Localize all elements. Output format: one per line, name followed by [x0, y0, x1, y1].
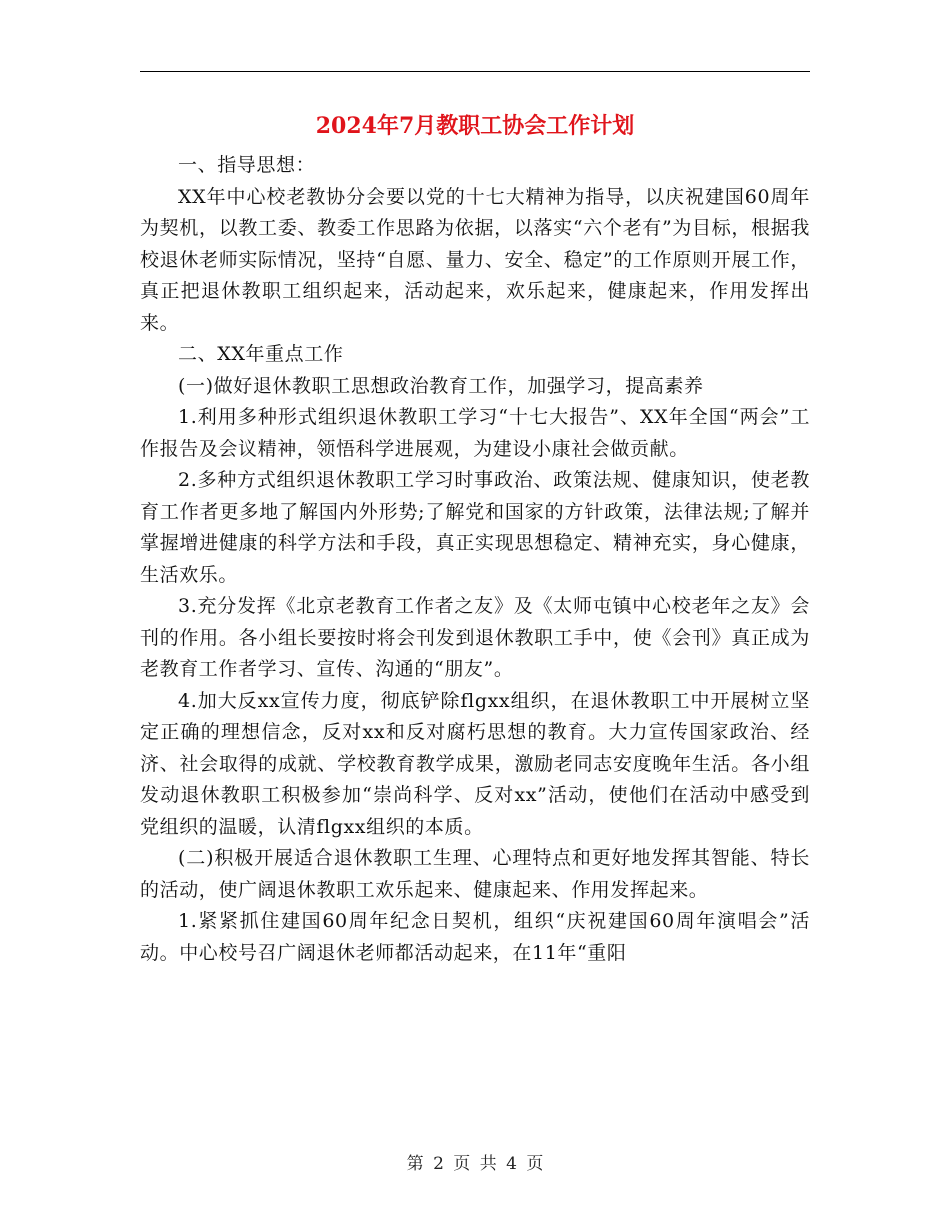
- heading-key-work: 二、XX年重点工作: [178, 343, 344, 365]
- paragraph-item-4: 4.加大反xx宣传力度，彻底铲除flgxx组织，在退休教职工中开展树立坚定正确的理想信念，反对xx和反对腐朽思想的教育。大力宣传国家政治、经济、社会取得的成就、学校教育教学成果，激励老同志安度晚年生活。各小组发动退休教职工积极参加“崇尚科学、反对xx”活动，使他们在活动中感受到党组织的温暖，认清flgxx组织的本质。: [140, 689, 810, 838]
- heading-guiding-thought: 一、指导思想：: [178, 154, 316, 176]
- document-title: 2024年7月教职工协会工作计划: [315, 113, 635, 139]
- subheading-activities: (二)积极开展适合退休教职工生理、心理特点和更好地发挥其智能、特长的活动，使广阔退休教职工欢乐起来、健康起来、作用发挥起来。: [140, 847, 810, 901]
- paragraph-item-3: 3.充分发挥《北京老教育工作者之友》及《太师屯镇中心校老年之友》会刊的作用。各小组长要按时将会刊发到退休教职工手中，使《会刊》真正成为老教育工作者学习、宣传、沟通的“朋友”。: [140, 595, 810, 680]
- document-body: [140, 150, 810, 969]
- paragraph-item-2: 2.多种方式组织退休教职工学习时事政治、政策法规、健康知识，使老教育工作者更多地了解国内外形势;了解党和国家的方针政策，法律法规;了解并掌握增进健康的科学方法和手段，真正实现思想稳定、精神充实，身心健康，生活欢乐。: [140, 469, 810, 586]
- header-rule: [140, 71, 810, 72]
- paragraph-activity-1: 1.紧紧抓住建国60周年纪念日契机，组织“庆祝建国60周年演唱会”活动。中心校号召广阔退休老师都活动起来，在11年“重阳: [140, 910, 810, 964]
- subheading-ideology-education: (一)做好退休教职工思想政治教育工作，加强学习，提高素养: [178, 374, 704, 397]
- paragraph-item-1: 1.利用多种形式组织退休教职工学习“十七大报告”、XX年全国“两会”工作报告及会议精神，领悟科学进展观，为建设小康社会做贡献。: [140, 406, 810, 460]
- paragraph-guiding-thought: XX年中心校老教协分会要以党的十七大精神为指导，以庆祝建国60周年为契机，以教工委、教委工作思路为依据，以落实“六个老有”为目标，根据我校退休老师实际情况，坚持“自愿、量力、安全、稳定”的工作原则开展工作，真正把退休教职工组织起来，活动起来，欢乐起来，健康起来，作用发挥出来。: [140, 185, 810, 334]
- page-number-footer: 第 2 页 共 4 页: [406, 1154, 544, 1174]
